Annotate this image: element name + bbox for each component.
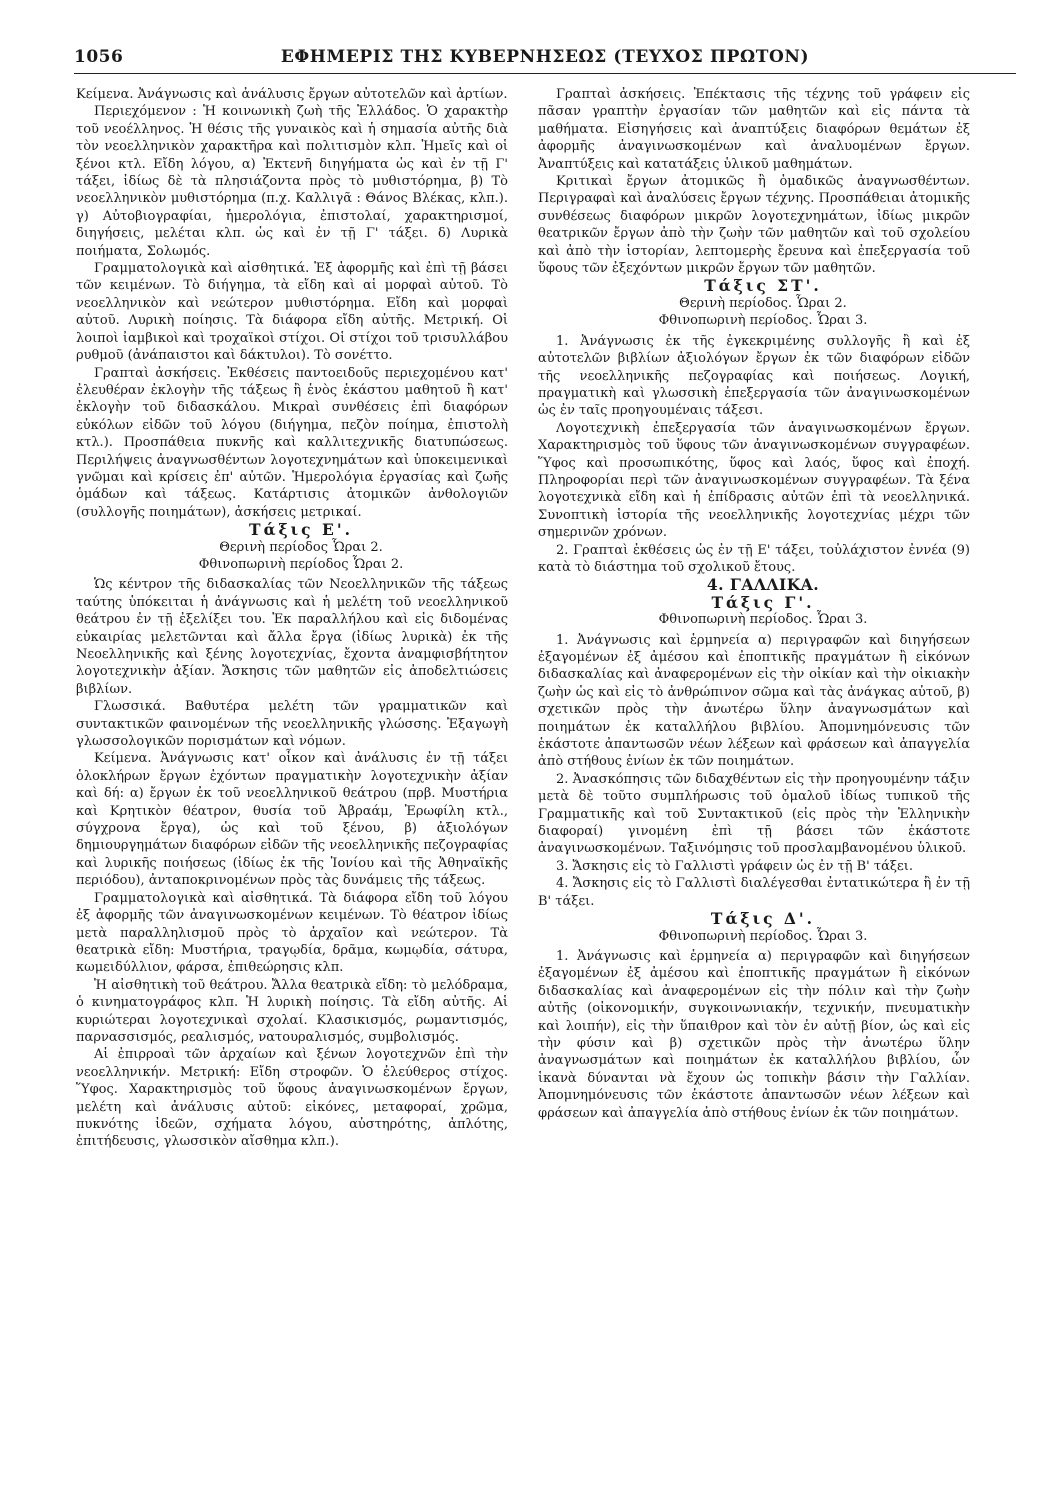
paragraph-content: Περιεχόμενον : Ἡ κοινωνικὴ ζωὴ τῆς Ἑλλάδος. Ὁ χαρακτὴρ τοῦ νεοέλληνος. Ἡ θέσις τῆς γυναικὸς καὶ ἡ σημασία αὐτῆς διὰ τὸν νεοελληνικὸν χαρακτῆρα καὶ πολιτισμὸν κλπ. Ἡμεῖς καὶ οἱ ξένοι κτλ. Εἴδη λόγου, α) Ἐκτενῆ διηγήματα ὡς καὶ ἐν τῇ Γ' τάξει, ἰδίως δὲ τὰ πλησιάζοντα πρὸς τὸ μυθιστόρημα, β) Τὸ νεοελληνικὸν μυθιστόρημα (π.χ. Καλλιγᾶ : Θάνος Βλέκας, κλπ.). γ) Αὐτοβιογραφίαι, ἡμερολόγια, ἐπιστολαί, χαρακτηρισμοί, διηγήσεις, μελέται κλπ. ὡς καὶ ἐν τῇ Γ' τάξει. δ) Λυρικὰ ποιήματα, Σολωμός. — [76, 104, 508, 259]
paragraph-written-exercises-e: Γραπταὶ ἀσκήσεις. Ἐπέκτασις τῆς τέχνης τοῦ γράφειν εἰς πᾶσαν γραπτὴν ἐργασίαν τῶν μαθητῶν καὶ εἰς πάντα τὰ μαθήματα. Εἰσηγήσεις καὶ ἀναπτύξεις διαφόρων θεμάτων ἐξ ἀφορμῆς ἀναγινωσκομένων καὶ ἀναλυομένων ἔργων. Ἀναπτύξεις καὶ κατατάξεις ὑλικοῦ μαθημάτων. — [538, 87, 970, 172]
section-french: 4. ΓΑΛΛΙΚΑ. — [706, 575, 820, 595]
paragraph-theatre-focus: Ὡς κέντρον τῆς διδασκαλίας τῶν Νεοελληνικῶν τῆς τάξεως ταύτης ὑπόκειται ἡ ἀνάγνωσις καὶ ἡ μελέτη τοῦ νεοελληνικοῦ θεάτρου ἐν τῇ ἐξελίξει του. Ἐκ παραλλήλου καὶ εἰς διδομένας εὐκαιρίας μελετῶνται καὶ ἄλλα ἔργα (ἰδίως λυρικὰ) ἐκ τῆς Νεοελληνικῆς καὶ ξένης λογοτεχνίας, ἔχοντα ἀναμφισβήτητον λογοτεχνικὴν ἀξίαν. Ἄσκησις τῶν μαθητῶν εἰς ἀποδελτιώσεις βιβλίων. — [76, 577, 508, 697]
paragraph-literary-e: Γραμματολογικὰ καὶ αἰσθητικά. Τὰ διάφορα εἴδη τοῦ λόγου ἐξ ἀφορμῆς τῶν ἀναγινωσκομένων κειμένων. Τὸ θέατρον ἰδίως μετὰ παραλληλισμοῦ πρὸς τὸ ἀρχαῖον καὶ νεώτερον. Τὰ θεατρικὰ εἴδη: Μυστήρια, τραγῳδία, δρᾶμα, κωμῳδία, σάτυρα, κωμειδύλλιον, φάρσα, ἐπιθεώρησις κλπ. — [76, 890, 508, 976]
paragraph-texts: Κείμενα. Ἀνάγνωσις καὶ ἀνάλυσις ἔργων αὐτοτελῶν καὶ ἀρτίων. — [76, 87, 508, 102]
paragraph-literary-processing: Λογοτεχνικὴ ἐπεξεργασία τῶν ἀναγινωσκομένων ἔργων. Χαρακτηρισμὸς τοῦ ὕφους τῶν ἀναγινωσκομένων συγγραφέων. Ὕφος καὶ προσωπικότης, ὕφος καὶ λαός, ὕφος καὶ ἐποχή. Πληροφορίαι περὶ τῶν ἀναγινωσκομένων συγγραφέων. Τὰ ξένα λογοτεχνικὰ εἴδη καὶ ἡ ἐπίδρασις αὐτῶν ἐπὶ τὰ νεοελληνικά. Συνοπτικὴ ἱστορία τῆς νεοελληνικῆς λογοτεχνίας μέχρι τῶν σημερινῶν χρόνων. — [538, 420, 970, 541]
period-summer-e: Θερινὴ περίοδος Ὧραι 2. — [219, 539, 383, 555]
paragraph-reading-st: 1. Ἀνάγνωσις ἐκ τῆς ἐγκεκριμένης συλλογῆς ἢ καὶ ἐξ αὐτοτελῶν βιβλίων ἀξιολόγων ἔργων ἐκ τῶν διαφόρων εἰδῶν τῆς νεοελληνικῆς πεζογραφίας καὶ ποιήσεως. Λογική, πραγματικὴ καὶ γλωσσικὴ ἐπεξεργασία τῶν ἀναγινωσκομένων ὡς ἐν ταῖς προηγουμέναις τάξεσι. — [538, 333, 970, 419]
heading-class-d: Τάξις Δ'. — [710, 909, 816, 929]
period-summer-st: Θερινὴ περίοδος. Ὧραι 2. — [679, 295, 847, 311]
paragraph-writing-g: 3. Ἄσκησις εἰς τὸ Γαλλιστὶ γράφειν ὡς ἐν τῇ Β' τάξει. — [556, 858, 913, 874]
paragraph-aesthetics: Ἡ αἰσθητικὴ τοῦ θεάτρου. Ἄλλα θεατρικὰ εἴδη: τὸ μελόδραμα, ὁ κινηματογράφος κλπ. Ἡ λυρικὴ ποίησις. Τὰ εἴδη αὐτῆς. Αἱ κυριώτεραι λογοτεχνικαὶ σχολαί. Κλασικισμός, ρωμαντισμός, παρνασσισμός, ρεαλισμός, νατουραλισμός, συμβολισμός. — [76, 977, 508, 1045]
right-column — [538, 86, 970, 1122]
paragraph-influences: Αἱ ἐπιρροαὶ τῶν ἀρχαίων καὶ ξένων λογοτεχνῶν ἐπὶ τὴν νεοελληνικήν. Μετρική: Εἴδη στροφῶν. Ὁ ἐλεύθερος στίχος. Ὕφος. Χαρακτηρισμὸς τοῦ ὕφους ἀναγινωσκομένων ἔργων, μελέτη καὶ ἀνάλυσις αὐτοῦ: εἰκόνες, μεταφοραί, χρῶμα, πυκνότης ἰδεῶν, σχήματα λόγου, αὐστηρότης, ἁπλότης, ἐπιτήδευσις, γλωσσικὸν αἴσθημα κλπ.). — [76, 1047, 508, 1150]
paragraph-speaking-g: 4. Ἄσκησις εἰς τὸ Γαλλιστὶ διαλέγεσθαι ἐντατικώτερα ἢ ἐν τῇ Β' τάξει. — [538, 876, 970, 909]
paragraph-reading-d: 1. Ἀνάγνωσις καὶ ἑρμηνεία α) περιγραφῶν καὶ διηγήσεων ἐξαγομένων ἐξ ἀμέσου καὶ ἐποπτικῆς πραγμάτων ἢ εἰκόνων διδασκαλίας καὶ ἀναφερομένων εἰς τὴν πόλιν καὶ τὴν ζωὴν αὐτῆς (οἰκονομικήν, συγκοινωνιακήν, τεχνικήν, πνευματικὴν καὶ λοιπήν), εἰς τὴν ὕπαιθρον καὶ τὸν ἐν αὐτῇ βίον, ὡς καὶ εἰς τὴν φύσιν καὶ β) σχετικῶν πρὸς τὴν ἀνωτέρω ὕλην ἀναγνωσμάτων καὶ ποιημάτων ἐκ καταλλήλου βιβλίου, ὧν ἱκανὰ δύνανται νὰ ἔχουν ὡς τοπικὴν βάσιν τὴν Γαλλίαν. Ἀπομνημόνευσις τῶν ἑκάστοτε ἀπαντωσῶν νέων λέξεων καὶ φράσεων καὶ ἀπαγγελία ἀπὸ στήθους ἐνίων ἐκ τῶν ποιημάτων. — [538, 948, 970, 1121]
left-column — [76, 86, 508, 1151]
period-autumn-d: Φθινοπωρινὴ περίοδος. Ὧραι 3. — [658, 928, 868, 944]
period-autumn-st: Φθινοπωρινὴ περίοδος. Ὧραι 3. — [658, 313, 868, 329]
paragraph-review-g: 2. Ἀνασκόπησις τῶν διδαχθέντων εἰς τὴν προηγουμένην τάξιν μετὰ δὲ τοῦτο συμπλήρωσις τοῦ ὁμαλοῦ ἰδίως τυπικοῦ τῆς Γραμματικῆς καὶ τοῦ Συντακτικοῦ (εἰς πρὸς τὴν Ἑλληνικὴν διαφοραί) γινομένη ἐπὶ τῇ βάσει τῶν ἑκάστοτε ἀναγινωσκομένων. Ταξινόμησις τοῦ προσλαμβανομένου ὑλικοῦ. — [538, 771, 970, 857]
running-title: ΕΦΗΜΕΡΙΣ ΤΗΣ ΚΥΒΕΡΝΗΣΕΩΣ (ΤΕΥΧΟΣ ΠΡΩΤΟΝ) — [280, 47, 810, 67]
period-autumn-g: Φθινοπωρινὴ περίοδος. Ὧραι 3. — [658, 612, 868, 628]
heading-class-st: Τάξις ΣΤ'. — [704, 276, 822, 296]
paragraph-reading-g: 1. Ἀνάγνωσις καὶ ἑρμηνεία α) περιγραφῶν καὶ διηγήσεων ἐξαγομένων ἐξ ἀμέσου καὶ ἐποπτικῆς πραγμάτων ἢ εἰκόνων διδασκαλίας καὶ ἀναφερομένων εἰς τὴν οἰκίαν καὶ τὴν οἰκιακὴν ζωὴν ὡς καὶ εἰς τὸ ἀνθρώπινον σῶμα καὶ τὰς ἀνάγκας αὐτοῦ, β) σχετικῶν πρὸς τὴν ἀνωτέρω ὕλην ἀναγνωσμάτων καὶ ποιημάτων ἐκ καταλλήλου βιβλίου. Ἀπομνημόνευσις τῶν ἑκάστοτε ἀπαντωσῶν νέων λέξεων καὶ φράσεων καὶ ἀπαγγελία ἀπὸ στήθους ἐνίων ἐκ τῶν ποιημάτων. — [538, 632, 970, 770]
header-rule — [74, 73, 1016, 74]
heading-class-g: Τάξις Γ'. — [711, 592, 815, 612]
paragraph-texts-e: Κείμενα. Ἀνάγνωσις κατ' οἶκον καὶ ἀνάλυσις ἐν τῇ τάξει ὁλοκλήρων ἔργων ἐχόντων πραγματικὴν λογοτεχνικὴν ἀξίαν καὶ δή: α) ἔργων ἐκ τοῦ νεοελληνικοῦ θεάτρου (πρβ. Μυστήρια καὶ Κρητικὸν θέατρον, θυσία τοῦ Ἀβραάμ, Ἐρωφίλη κτλ., σύγχρονα ἔργα), ὡς καὶ τοῦ ξένου, β) ἀξιολόγων δημιουργημάτων διαφόρων εἰδῶν τῆς νεοελληνικῆς πεζογραφίας καὶ λυρικῆς ποιήσεως (ἰδίως ἐκ τῆς Ἰονίου καὶ τῆς Ἀθηναϊκῆς περιόδου), ἀνταποκρινομένων πρὸς τὰς δυνάμεις τῆς τάξεως. — [76, 751, 508, 889]
paragraph-essays-st: 2. Γραπταὶ ἐκθέσεις ὡς ἐν τῇ Ε' τάξει, τοὐλάχιστον ἐννέα (9) κατὰ τὸ διάστημα τοῦ σχολικοῦ ἔτους. — [538, 542, 970, 575]
period-autumn-e: Φθινοπωρινὴ περίοδος Ὧραι 2. — [198, 556, 404, 572]
paragraph-written-exercises: Γραπταὶ ἀσκήσεις. Ἐκθέσεις παντοειδοῦς περιεχομένου κατ' ἐλευθέραν ἐκλογὴν τῆς τάξεως ἢ ἑνὸς ἑκάστου μαθητοῦ ἢ κατ' ἐκλογὴν τοῦ διδασκάλου. Μικραὶ συνθέσεις ἐπὶ διαφόρων εὐκόλων εἰδῶν τοῦ λόγου (διήγημα, πεζὸν ποίημα, ἐπιστολὴ κτλ.). Προσπάθεια πυκνῆς καὶ καλλιτεχνικῆς διατυπώσεως. Περιλήψεις ἀναγνωσθέντων λογοτεχνημάτων καὶ ὑποκειμενικαὶ γνῶμαι καὶ κρίσεις ἐπ' αὐτῶν. Ἡμερολόγια ἐργασίας καὶ ζωῆς ὁμάδων καὶ τάξεως. Κατάρτισις ἀτομικῶν ἀνθολογιῶν (συλλογῆς ποιημάτων), ἀσκήσεις μετρικαί. — [76, 365, 508, 520]
paragraph-criticism: Κριτικαὶ ἔργων ἀτομικῶς ἢ ὁμαδικῶς ἀναγνωσθέντων. Περιγραφαὶ καὶ ἀναλύσεις ἔργων τέχνης. Προσπάθειαι ἀτομικῆς συνθέσεως διαφόρων μικρῶν λογοτεχνημάτων, ἰδίως μικρῶν θεατρικῶν ἔργων ἀπὸ τὴν ζωὴν τῶν μαθητῶν καὶ τοῦ σχολείου καὶ ἀπὸ τὴν ἱστορίαν, λεπτομερὴς ἔρευνα καὶ ἐπεξεργασία τοῦ ὕφους τῶν ἐξεχόντων μικρῶν ἔργων τῶν μαθητῶν. — [538, 174, 970, 277]
page-number: 1056 — [74, 47, 124, 67]
heading-class-e: Τάξις Ε'. — [249, 520, 353, 540]
paragraph-literary-theory: Γραμματολογικὰ καὶ αἰσθητικά. Ἐξ ἀφορμῆς καὶ ἐπὶ τῇ βάσει τῶν κειμένων. Τὸ διήγημα, τὰ εἴδη καὶ αἱ μορφαὶ αὐτοῦ. Τὸ νεοελληνικὸν καὶ νεώτερον μυθιστόρημα. Εἴδη καὶ μορφαὶ αὐτοῦ. Λυρικὴ ποίησις. Τὰ διάφορα εἴδη αὐτῆς. Μετρική. Οἱ λοιποὶ ἰαμβικοὶ καὶ τροχαϊκοὶ στίχοι. Οἱ στίχοι τοῦ τρισυλλάβου ρυθμοῦ (ἀνάπαιστοι καὶ δάκτυλοι). Τὸ σονέττο. — [76, 261, 508, 364]
paragraph-linguistic: Γλωσσικά. Βαθυτέρα μελέτη τῶν γραμματικῶν καὶ συντακτικῶν φαινομένων τῆς νεοελληνικῆς γλώσσης. Ἐξαγωγὴ γλωσσολογικῶν πορισμάτων καὶ νόμων. — [76, 699, 508, 750]
page-header — [74, 44, 1016, 74]
